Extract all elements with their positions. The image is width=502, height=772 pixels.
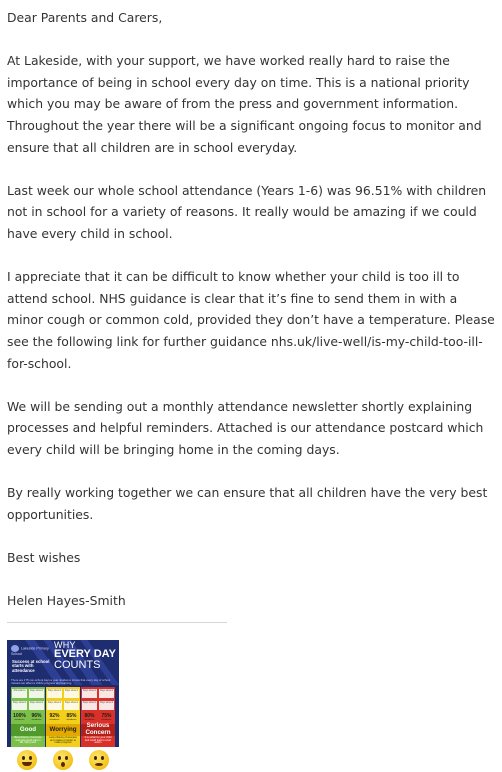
- column-serious-concern: Days absent Days absent Days absent Days absent 80% attendance 75% attendance Serious Concern It is unfair for your child and could lead to court action: [81, 687, 115, 747]
- surprised-face-icon: [53, 750, 73, 770]
- school-logo: Lakeside Primary School: [11, 646, 49, 656]
- happy-face-icon: [17, 750, 37, 770]
- description-good: Best chance of success and gets good start in life, flying start: [14, 735, 42, 745]
- postcard-header: [7, 640, 119, 685]
- band-serious-concern: Serious Concern: [81, 724, 115, 736]
- signoff: Best wishes: [7, 549, 81, 565]
- attendance-grid: [9, 687, 117, 747]
- paragraph-newsletter: We will be sending out a monthly attendance newsletter shortly explaining processes and helpful reminders. Attached is our attendance postcard which every child will be bringing home in the coming days.: [7, 398, 484, 457]
- worried-face-icon: [89, 750, 109, 770]
- signature-name: Helen Hayes-Smith: [7, 593, 126, 609]
- paragraph-priority: At Lakeside, with your support, we have worked really hard to raise the importance of being in school every day on time. This is a national priority which you may be aware of from the press and government information. Throughout the year there will be a significant ongoing focus to monitor and ensure that all children are in school everyday.: [7, 53, 482, 155]
- postcard-subtext: There are 175 non-school days a year. Evidence shows that every day of school missed can affect a child's progress and learning.: [11, 677, 111, 685]
- paragraph-attendance-figure: Last week our whole school attendance (Years 1-6) was 96.51% with children not in school for a variety of reasons. It really would be amazing if we could have every child in school.: [7, 182, 487, 241]
- description-worrying: Less chance of success and makes it harder to make progress: [49, 735, 77, 745]
- paragraph-nhs-guidance: I appreciate that it can be difficult to know whether your child is too ill to attend school. NHS guidance is clear that it’s fine to send them in with a minor cough or common cold, provided they don’t have a temperature. Please see the following link for further guidance nhs.uk/live-well/is-my-child-too-ill-for-school.: [7, 269, 495, 371]
- paragraph-closing: By really working together we can ensure that all children have the very best opportunities.: [7, 485, 488, 522]
- postcard-title: WHY EVERY DAY COUNTS: [54, 639, 116, 671]
- attendance-postcard-image[interactable]: [7, 640, 119, 772]
- greeting: Dear Parents and Carers,: [7, 10, 163, 25]
- signature-divider: [7, 622, 227, 623]
- band-good: Good: [11, 724, 45, 736]
- postcard-tagline: Success at school starts with attendance: [12, 658, 50, 673]
- band-worrying: Worrying: [46, 724, 80, 736]
- school-logo-icon: [11, 645, 19, 652]
- column-good: Attendance Days absent Days absent Days absent 100% attendance 96% attendance Good Best chance of success and gets good start in life, flying start: [11, 687, 45, 747]
- column-worrying: Days absent Days absent Days absent Days absent 92% attendance 85% attendance Worrying Less chance of success and makes it harder to make progress: [46, 687, 80, 747]
- postcard-faces: [7, 747, 119, 772]
- description-serious-concern: It is unfair for your child and could lead to court action: [84, 735, 112, 745]
